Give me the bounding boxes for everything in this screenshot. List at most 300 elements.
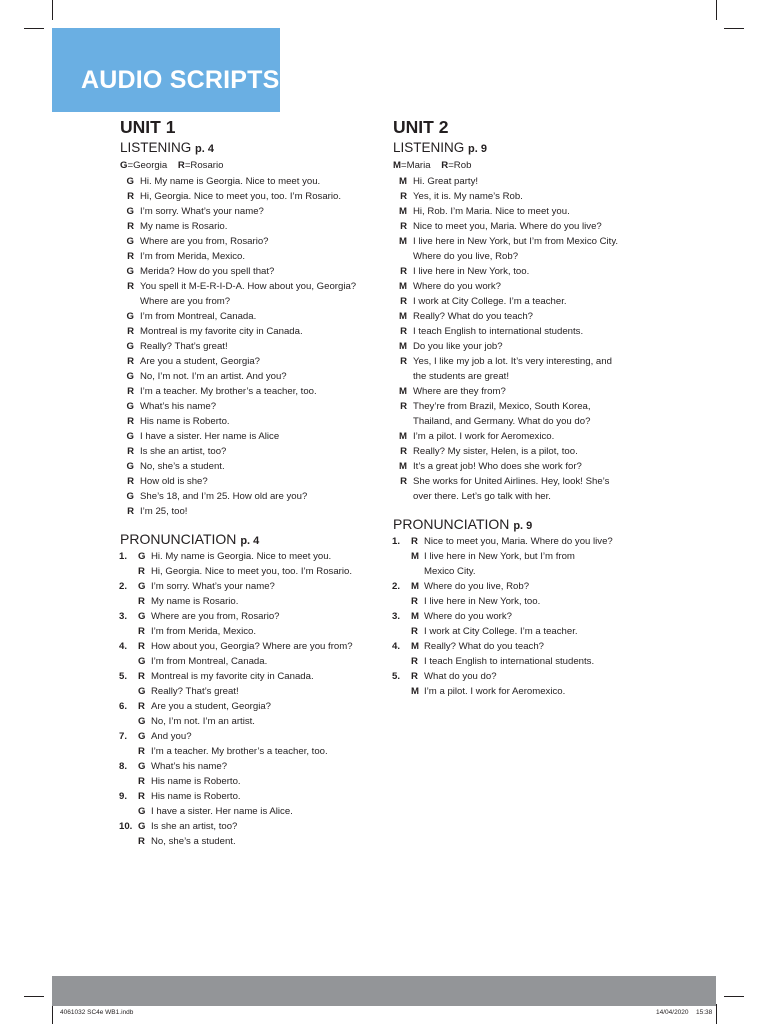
section-label: LISTENING bbox=[393, 140, 465, 155]
section-label: PRONUNCIATION bbox=[120, 531, 237, 547]
line-text: What’s his name? bbox=[140, 401, 217, 412]
line-text: It’s a great job! Who does she work for? bbox=[413, 461, 582, 472]
pronunciation-line bbox=[393, 594, 663, 609]
speaker-code: R bbox=[400, 446, 407, 457]
legend-code: G bbox=[120, 160, 128, 171]
line-text: Thailand, and Germany. What do you do? bbox=[413, 416, 591, 427]
speaker-code: R bbox=[400, 401, 407, 412]
speaker-code: G bbox=[126, 236, 134, 247]
speaker-code: G bbox=[138, 731, 146, 742]
line-text: What do you do? bbox=[424, 671, 497, 682]
crop-mark-bottom-left bbox=[52, 1004, 53, 1024]
speaker-code: R bbox=[138, 671, 145, 682]
pronunciation-line bbox=[120, 699, 390, 714]
pronunciation-line bbox=[393, 579, 663, 594]
speaker-code: G bbox=[126, 311, 134, 322]
speaker-code: R bbox=[138, 791, 145, 802]
pronunciation-line bbox=[120, 579, 390, 594]
item-number bbox=[119, 834, 138, 849]
speaker-code: M bbox=[399, 176, 407, 187]
line-text: Montreal is my favorite city in Canada. bbox=[151, 671, 314, 682]
line-text: She works for United Airlines. Hey, look! She’s bbox=[413, 476, 610, 487]
crop-mark-top-right-h bbox=[724, 28, 744, 29]
pronunciation-line bbox=[120, 774, 390, 789]
page-reference: p. 9 bbox=[468, 143, 487, 155]
line-text: Hi, Georgia. Nice to meet you, too. I’m Rosario. bbox=[151, 566, 353, 577]
pronunciation-line bbox=[120, 669, 390, 684]
speaker-code: G bbox=[138, 611, 146, 622]
item-number bbox=[119, 684, 138, 699]
line-text: I’m a teacher. My brother’s a teacher, too. bbox=[140, 386, 317, 397]
speaker-code: G bbox=[138, 581, 146, 592]
line-text: I’m from Montreal, Canada. bbox=[140, 311, 257, 322]
item-number bbox=[119, 564, 138, 579]
script-line bbox=[393, 324, 663, 339]
line-text: the students are great! bbox=[413, 371, 509, 382]
script-line bbox=[393, 219, 663, 234]
script-line bbox=[393, 429, 663, 444]
unit-2-title: UNIT 2 bbox=[393, 117, 449, 137]
script-line bbox=[120, 369, 390, 384]
line-text: I work at City College. I’m a teacher. bbox=[413, 296, 567, 307]
speaker-code: R bbox=[411, 626, 418, 637]
item-number: 6. bbox=[119, 701, 128, 712]
speaker-code: M bbox=[411, 581, 419, 592]
crop-mark-bottom-right bbox=[716, 1004, 717, 1024]
line-text: Where are you from? bbox=[140, 296, 231, 307]
line-text: Where do you work? bbox=[413, 281, 501, 292]
line-text: Montreal is my favorite city in Canada. bbox=[140, 326, 303, 337]
speaker-code: M bbox=[399, 461, 407, 472]
legend-code: R bbox=[177, 160, 185, 171]
item-number: 4. bbox=[119, 641, 128, 652]
speaker-legend bbox=[393, 158, 663, 174]
line-text: I teach English to international students. bbox=[424, 656, 595, 667]
script-line bbox=[120, 204, 390, 219]
speaker-code: M bbox=[399, 281, 407, 292]
speaker-code: R bbox=[127, 506, 134, 517]
line-text: Are you a student, Georgia? bbox=[151, 701, 271, 712]
item-number bbox=[392, 564, 411, 579]
page-reference: p. 4 bbox=[240, 535, 260, 547]
speaker-code: R bbox=[127, 191, 134, 202]
unit-1-pronunciation-script bbox=[120, 549, 390, 849]
item-number bbox=[119, 774, 138, 789]
script-line bbox=[120, 189, 390, 204]
script-line bbox=[120, 264, 390, 279]
unit-1-column bbox=[120, 116, 390, 849]
line-text: No, she’s a student. bbox=[140, 461, 225, 472]
speaker-code: M bbox=[399, 311, 407, 322]
pronunciation-line bbox=[393, 669, 663, 684]
crop-mark-top-left-h bbox=[24, 28, 44, 29]
item-number: 1. bbox=[119, 551, 128, 562]
item-number bbox=[119, 744, 138, 759]
unit-1-listening-script bbox=[120, 174, 390, 519]
speaker-code: G bbox=[126, 491, 134, 502]
line-text: I’m a pilot. I work for Aeromexico. bbox=[413, 431, 555, 442]
line-text: No, I’m not. I’m an artist. And you? bbox=[140, 371, 287, 382]
speaker-code: G bbox=[126, 461, 134, 472]
line-text: Do you like your job? bbox=[413, 341, 503, 352]
line-text: Yes, I like my job a lot. It’s very interesting, and bbox=[413, 356, 612, 367]
line-text: Where are you from, Rosario? bbox=[151, 611, 280, 622]
line-text: Where do you live, Rob? bbox=[413, 251, 519, 262]
speaker-code bbox=[393, 249, 413, 264]
script-line bbox=[393, 474, 663, 489]
speaker-code: M bbox=[399, 206, 407, 217]
pronunciation-line bbox=[393, 684, 663, 699]
line-text: Where are you from, Rosario? bbox=[140, 236, 269, 247]
speaker-code: M bbox=[411, 551, 419, 562]
pronunciation-line bbox=[120, 639, 390, 654]
footer-file-name: 4061032 SC4e WB1.indb bbox=[60, 1009, 134, 1016]
speaker-code: G bbox=[138, 806, 146, 817]
script-line bbox=[120, 504, 390, 519]
section-label: LISTENING bbox=[120, 140, 192, 155]
line-text: Are you a student, Georgia? bbox=[140, 356, 260, 367]
speaker-code: G bbox=[126, 431, 134, 442]
item-number: 8. bbox=[119, 761, 128, 772]
item-number bbox=[392, 654, 411, 669]
item-number bbox=[119, 594, 138, 609]
speaker-code: R bbox=[138, 596, 145, 607]
script-line bbox=[120, 489, 390, 504]
line-text: His name is Roberto. bbox=[140, 416, 230, 427]
page-reference: p. 4 bbox=[195, 143, 214, 155]
speaker-code: R bbox=[138, 566, 145, 577]
line-text: Really? What do you teach? bbox=[413, 311, 533, 322]
legend-name: =Georgia bbox=[127, 160, 168, 171]
speaker-code: G bbox=[126, 371, 134, 382]
speaker-code: M bbox=[399, 431, 407, 442]
speaker-code: R bbox=[400, 356, 407, 367]
script-line bbox=[120, 354, 390, 369]
script-line bbox=[120, 324, 390, 339]
line-text: over there. Let’s go talk with her. bbox=[413, 491, 551, 502]
legend-code: R bbox=[441, 160, 449, 171]
speaker-code bbox=[411, 564, 424, 579]
script-line bbox=[120, 384, 390, 399]
footer-date: 14/04/2020 bbox=[656, 1009, 689, 1016]
legend-name: =Rob bbox=[448, 160, 472, 171]
item-number: 5. bbox=[119, 671, 128, 682]
script-line bbox=[393, 339, 663, 354]
script-line bbox=[393, 399, 663, 414]
line-text: I’m a teacher. My brother’s a teacher, too. bbox=[151, 746, 328, 757]
pronunciation-line bbox=[393, 564, 663, 579]
header-banner bbox=[52, 28, 280, 112]
speaker-code: R bbox=[411, 671, 418, 682]
speaker-code: G bbox=[138, 761, 146, 772]
speaker-code: R bbox=[138, 746, 145, 757]
speaker-code: R bbox=[127, 251, 134, 262]
speaker-code bbox=[120, 294, 140, 309]
speaker-code: R bbox=[400, 266, 407, 277]
line-text: Merida? How do you spell that? bbox=[140, 266, 275, 277]
speaker-code: R bbox=[400, 476, 407, 487]
speaker-code: G bbox=[126, 176, 134, 187]
pronunciation-line bbox=[120, 789, 390, 804]
page-reference: p. 9 bbox=[513, 520, 533, 532]
speaker-code: R bbox=[127, 356, 134, 367]
script-line bbox=[393, 279, 663, 294]
speaker-code: M bbox=[411, 611, 419, 622]
unit-2-pronunciation-script bbox=[393, 534, 663, 699]
unit-1-title: UNIT 1 bbox=[120, 117, 176, 137]
item-number: 10. bbox=[119, 821, 133, 832]
pronunciation-line bbox=[120, 609, 390, 624]
speaker-code: R bbox=[127, 281, 134, 292]
pronunciation-line bbox=[120, 729, 390, 744]
script-line bbox=[393, 294, 663, 309]
script-line bbox=[393, 309, 663, 324]
pronunciation-line bbox=[120, 594, 390, 609]
speaker-code: R bbox=[400, 191, 407, 202]
line-text: I live here in New York, too. bbox=[424, 596, 541, 607]
speaker-code: R bbox=[127, 221, 134, 232]
legend-name: =Maria bbox=[401, 160, 431, 171]
crop-mark-top-left bbox=[52, 0, 53, 20]
speaker-code: G bbox=[138, 821, 146, 832]
speaker-code: R bbox=[138, 776, 145, 787]
speaker-code: G bbox=[126, 206, 134, 217]
line-text: I work at City College. I’m a teacher. bbox=[424, 626, 578, 637]
speaker-code: R bbox=[138, 836, 145, 847]
script-line bbox=[393, 234, 663, 249]
line-text: I live here in New York, but I’m from bbox=[424, 551, 575, 562]
pronunciation-line bbox=[393, 624, 663, 639]
speaker-code: M bbox=[411, 686, 419, 697]
crop-mark-bottom-right-h bbox=[724, 996, 744, 997]
unit-2-listening-script bbox=[393, 174, 663, 504]
speaker-code: R bbox=[400, 221, 407, 232]
item-number bbox=[119, 804, 138, 819]
line-text: Hi, Georgia. Nice to meet you, too. I’m Rosario. bbox=[140, 191, 342, 202]
script-line bbox=[393, 189, 663, 204]
footer-bar bbox=[52, 976, 716, 1006]
speaker-code: M bbox=[399, 341, 407, 352]
unit-1-pronunciation-heading bbox=[120, 529, 390, 549]
pronunciation-line bbox=[120, 834, 390, 849]
line-text: No, she’s a student. bbox=[151, 836, 236, 847]
line-text: Hi. My name is Georgia. Nice to meet you. bbox=[151, 551, 332, 562]
line-text: Really? That’s great! bbox=[151, 686, 239, 697]
speaker-code: G bbox=[126, 266, 134, 277]
speaker-code: R bbox=[400, 326, 407, 337]
line-text: I live here in New York, but I’m from Mexico City. bbox=[413, 236, 619, 247]
script-line bbox=[120, 459, 390, 474]
line-text: I’m sorry. What’s your name? bbox=[140, 206, 264, 217]
section-label: PRONUNCIATION bbox=[393, 516, 510, 532]
speaker-code: M bbox=[411, 641, 419, 652]
line-text: I teach English to international students. bbox=[413, 326, 584, 337]
footer-time: 15:38 bbox=[696, 1009, 713, 1016]
item-number bbox=[392, 594, 411, 609]
pronunciation-line bbox=[120, 549, 390, 564]
line-text: Hi, Rob. I’m Maria. Nice to meet you. bbox=[413, 206, 570, 217]
pronunciation-line bbox=[120, 624, 390, 639]
line-text: I’m sorry. What’s your name? bbox=[151, 581, 275, 592]
line-text: I’m a pilot. I work for Aeromexico. bbox=[424, 686, 566, 697]
speaker-code: G bbox=[126, 401, 134, 412]
line-text: Really? That’s great! bbox=[140, 341, 228, 352]
item-number: 2. bbox=[119, 581, 128, 592]
script-line bbox=[393, 369, 663, 384]
speaker-code: R bbox=[127, 476, 134, 487]
line-text: His name is Roberto. bbox=[151, 791, 241, 802]
script-line bbox=[120, 294, 390, 309]
item-number: 1. bbox=[392, 536, 401, 547]
script-line bbox=[393, 204, 663, 219]
crop-mark-top-right bbox=[716, 0, 717, 20]
pronunciation-line bbox=[120, 819, 390, 834]
script-line bbox=[393, 489, 663, 504]
speaker-code: R bbox=[411, 536, 418, 547]
line-text: I’m from Merida, Mexico. bbox=[151, 626, 257, 637]
unit-2-pronunciation-heading bbox=[393, 514, 663, 534]
speaker-legend bbox=[120, 158, 390, 174]
speaker-code: G bbox=[138, 686, 146, 697]
item-number bbox=[119, 624, 138, 639]
line-text: No, I’m not. I’m an artist. bbox=[151, 716, 255, 727]
line-text: You spell it M-E-R-I-D-A. How about you, Georgia? bbox=[140, 281, 357, 292]
item-number: 3. bbox=[392, 611, 401, 622]
script-line bbox=[120, 219, 390, 234]
line-text: His name is Roberto. bbox=[151, 776, 241, 787]
speaker-code: R bbox=[411, 596, 418, 607]
script-line bbox=[393, 264, 663, 279]
unit-2-column bbox=[393, 116, 663, 699]
speaker-code: R bbox=[127, 446, 134, 457]
line-text: I’m from Montreal, Canada. bbox=[151, 656, 268, 667]
script-line bbox=[120, 309, 390, 324]
script-line bbox=[120, 429, 390, 444]
pronunciation-line bbox=[120, 564, 390, 579]
line-text: How old is she? bbox=[140, 476, 208, 487]
line-text: Really? What do you teach? bbox=[424, 641, 544, 652]
pronunciation-line bbox=[120, 684, 390, 699]
item-number bbox=[392, 624, 411, 639]
speaker-code: R bbox=[138, 701, 145, 712]
line-text: Nice to meet you, Maria. Where do you live? bbox=[413, 221, 602, 232]
unit-1-listening-heading bbox=[120, 138, 390, 158]
speaker-code bbox=[393, 414, 413, 429]
line-text: Where are they from? bbox=[413, 386, 506, 397]
line-text: I have a sister. Her name is Alice bbox=[140, 431, 280, 442]
speaker-code: R bbox=[138, 626, 145, 637]
line-text: Where do you work? bbox=[424, 611, 512, 622]
script-line bbox=[393, 444, 663, 459]
speaker-code: M bbox=[399, 236, 407, 247]
item-number bbox=[392, 684, 411, 699]
line-text: I’m 25, too! bbox=[140, 506, 188, 517]
item-number: 2. bbox=[392, 581, 401, 592]
speaker-code: M bbox=[399, 386, 407, 397]
line-text: And you? bbox=[151, 731, 192, 742]
speaker-code: G bbox=[138, 716, 146, 727]
script-line bbox=[120, 474, 390, 489]
speaker-code: G bbox=[126, 341, 134, 352]
pronunciation-line bbox=[393, 639, 663, 654]
script-line bbox=[120, 174, 390, 189]
script-line bbox=[393, 249, 663, 264]
line-text: My name is Rosario. bbox=[140, 221, 228, 232]
pronunciation-line bbox=[120, 804, 390, 819]
line-text: Hi. My name is Georgia. Nice to meet you. bbox=[140, 176, 321, 187]
speaker-code: R bbox=[127, 416, 134, 427]
line-text: Is she an artist, too? bbox=[140, 446, 227, 457]
script-line bbox=[120, 249, 390, 264]
item-number: 4. bbox=[392, 641, 401, 652]
unit-2-listening-heading bbox=[393, 138, 663, 158]
pronunciation-line bbox=[120, 714, 390, 729]
speaker-code: R bbox=[138, 641, 145, 652]
line-text: Mexico City. bbox=[424, 566, 476, 577]
line-text: Yes, it is. My name’s Rob. bbox=[413, 191, 523, 202]
legend-code: M bbox=[393, 160, 401, 171]
script-line bbox=[393, 414, 663, 429]
line-text: My name is Rosario. bbox=[151, 596, 239, 607]
script-line bbox=[393, 384, 663, 399]
legend-name: =Rosario bbox=[184, 160, 224, 171]
script-line bbox=[120, 414, 390, 429]
item-number bbox=[392, 549, 411, 564]
item-number: 3. bbox=[119, 611, 128, 622]
pronunciation-line bbox=[120, 744, 390, 759]
speaker-code: G bbox=[138, 656, 146, 667]
pronunciation-line bbox=[393, 609, 663, 624]
line-text: They’re from Brazil, Mexico, South Korea, bbox=[413, 401, 591, 412]
crop-mark-bottom-left-h bbox=[24, 996, 44, 997]
line-text: She’s 18, and I’m 25. How old are you? bbox=[140, 491, 308, 502]
line-text: Nice to meet you, Maria. Where do you live? bbox=[424, 536, 613, 547]
script-line bbox=[393, 459, 663, 474]
speaker-code: R bbox=[411, 656, 418, 667]
line-text: Really? My sister, Helen, is a pilot, too. bbox=[413, 446, 578, 457]
pronunciation-line bbox=[120, 654, 390, 669]
speaker-code bbox=[393, 489, 413, 504]
line-text: I live here in New York, too. bbox=[413, 266, 530, 277]
item-number: 5. bbox=[392, 671, 401, 682]
speaker-code bbox=[393, 369, 413, 384]
speaker-code: G bbox=[138, 551, 146, 562]
item-number: 9. bbox=[119, 791, 128, 802]
speaker-code: R bbox=[127, 326, 134, 337]
script-line bbox=[393, 174, 663, 189]
line-text: Hi. Great party! bbox=[413, 176, 479, 187]
line-text: Is she an artist, too? bbox=[151, 821, 238, 832]
speaker-code: R bbox=[400, 296, 407, 307]
script-line bbox=[120, 444, 390, 459]
pronunciation-line bbox=[120, 759, 390, 774]
line-text: I have a sister. Her name is Alice. bbox=[151, 806, 293, 817]
pronunciation-line bbox=[393, 549, 663, 564]
page-title: AUDIO SCRIPTS bbox=[81, 66, 280, 94]
line-text: I’m from Merida, Mexico. bbox=[140, 251, 246, 262]
line-text: Where do you live, Rob? bbox=[424, 581, 530, 592]
item-number: 7. bbox=[119, 731, 128, 742]
item-number bbox=[119, 654, 138, 669]
speaker-code: R bbox=[127, 386, 134, 397]
line-text: How about you, Georgia? Where are you from? bbox=[151, 641, 353, 652]
pronunciation-line bbox=[393, 534, 663, 549]
pronunciation-line bbox=[393, 654, 663, 669]
script-line bbox=[120, 234, 390, 249]
item-number bbox=[119, 714, 138, 729]
line-text: What’s his name? bbox=[151, 761, 228, 772]
script-line bbox=[120, 279, 390, 294]
